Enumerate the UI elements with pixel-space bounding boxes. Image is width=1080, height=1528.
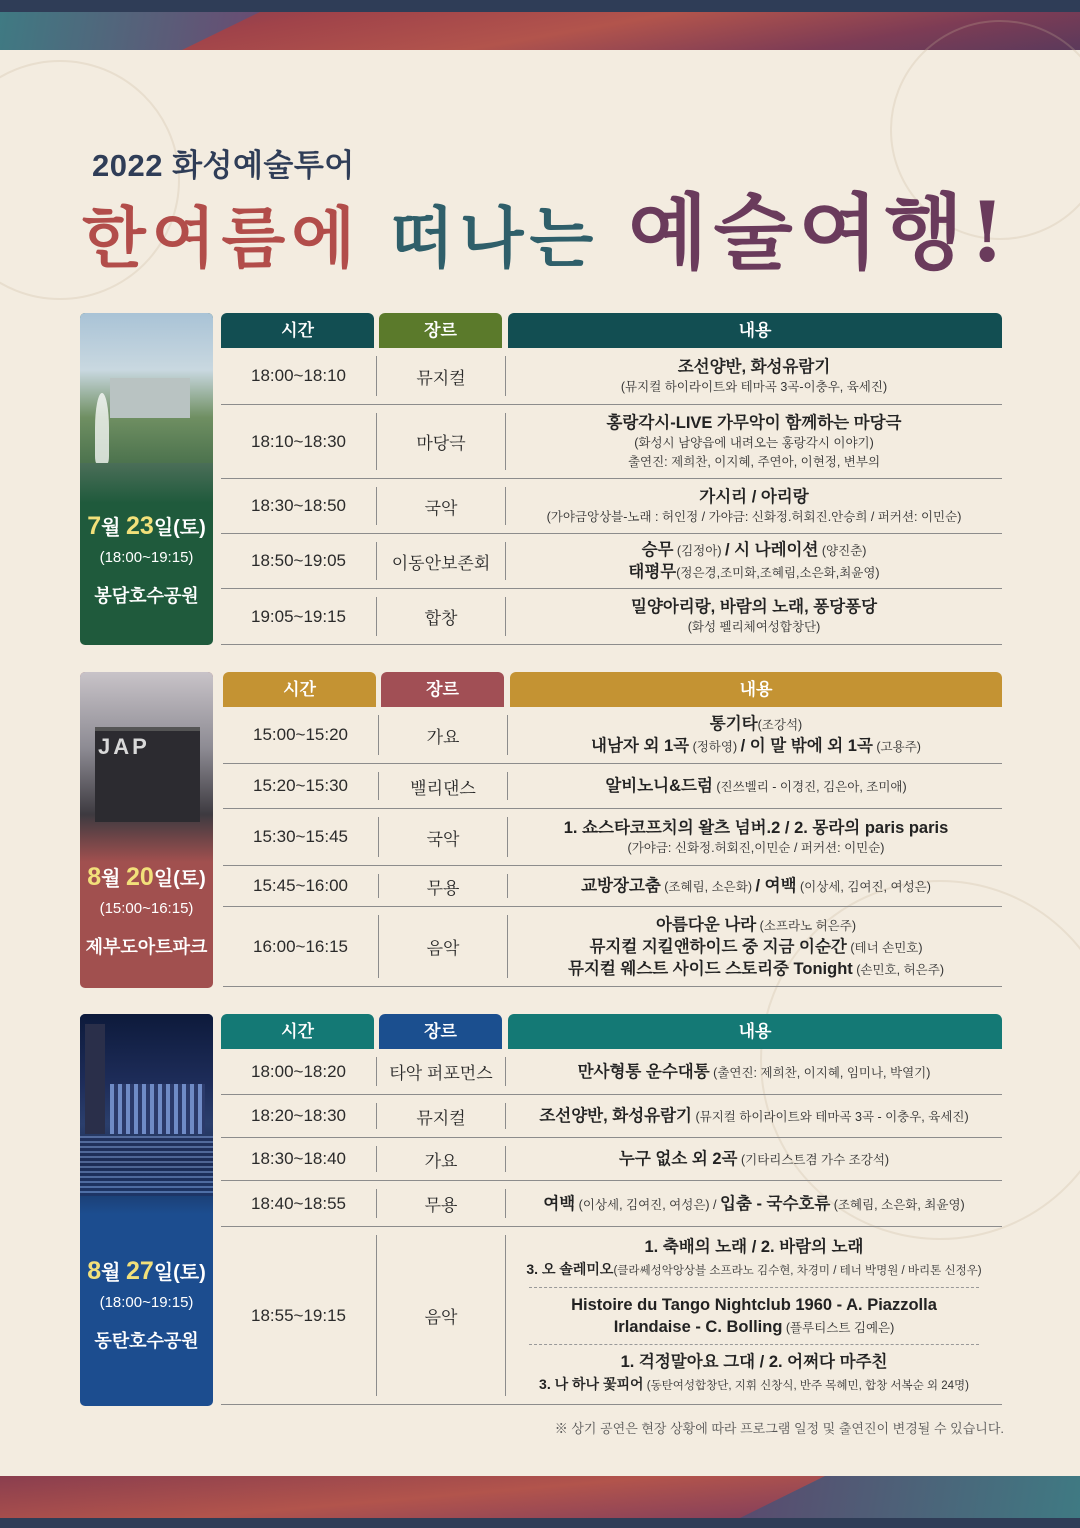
- divider: [529, 1287, 979, 1288]
- date-info: [80, 862, 213, 959]
- table-row: 18:30~18:50 국악 가시리 / 아리랑 (가야금앙상블-노래 : 허인정 / 가야금: 신화정.허회진.안승희 / 퍼커션: 이민순): [221, 479, 1002, 534]
- table-row: 18:20~18:30 뮤지컬 조선양반, 화성유람기 (뮤지컬 하이라이트와 테마곡 3곡 - 이충우, 육세진): [221, 1095, 1002, 1138]
- top-decorative-band: [0, 0, 1080, 50]
- table-row: 18:30~18:40 가요 누구 없소 외 2곡 (기타리스트겸 가수 조강석): [221, 1138, 1002, 1181]
- header-content: 내용: [508, 313, 1002, 348]
- date-info: [80, 511, 213, 608]
- table-row: 15:00~15:20 가요 통기타(조강석) 내남자 외 1곡 (정하영) / 이 말 밖에 외 1곡 (고용주): [223, 707, 1002, 764]
- venue-photo: JAP: [80, 672, 213, 862]
- table-row: 15:20~15:30 밸리댄스 알비노니&드럼 (진쓰벨리 - 이경진, 김은아, 조미애): [223, 764, 1002, 809]
- table-row: 15:45~16:00 무용 교방장고춤 (조혜림, 소은화) / 여백 (이상세, 김여진, 여성은): [223, 866, 1002, 907]
- venue-name: 봉담호수공원: [94, 586, 199, 606]
- divider: [529, 1344, 979, 1345]
- schedule-section-3: [80, 1014, 1002, 1406]
- table-row: 18:10~18:30 마당극 홍랑각시-LIVE 가무악이 함께하는 마당극 (화성시 남양읍에 내려오는 홍랑각시 이야기) 출연진: 제희찬, 이지혜, 주연아, 이현정, 변부의: [221, 405, 1002, 479]
- schedule-section-1: [80, 313, 1002, 645]
- venue-name: 동탄호수공원: [94, 1331, 199, 1351]
- event-time-range: (18:00~19:15): [99, 1294, 194, 1311]
- schedule-table: [223, 672, 1002, 987]
- header-time: 시간: [221, 313, 374, 348]
- table-row: 18:50~19:05 이동안보존회 승무 (김정아) / 시 나레이션 (양진춘) 태평무(정은경,조미화,조혜림,소은화,최윤영): [221, 534, 1002, 589]
- schedule-table: [221, 313, 1002, 645]
- footnote: ※ 상기 공연은 현장 상황에 따라 프로그램 일정 및 출연진이 변경될 수 있습니다.: [554, 1421, 1004, 1436]
- table-row: 18:00~18:10 뮤지컬 조선양반, 화성유람기 (뮤지컬 하이라이트와 테마곡 3곡-이충우, 육세진): [221, 348, 1002, 405]
- event-date: 8월 20일(토): [87, 863, 206, 891]
- table-header: [221, 313, 1002, 348]
- venue-panel: [80, 313, 213, 645]
- header-time: 시간: [221, 1014, 374, 1049]
- header-content: 내용: [508, 1014, 1002, 1049]
- header-genre: 장르: [379, 1014, 502, 1049]
- header-genre: 장르: [381, 672, 504, 707]
- header-time: 시간: [223, 672, 376, 707]
- event-date: 8월 27일(토): [87, 1257, 206, 1285]
- table-row: 19:05~19:15 합창 밀양아리랑, 바람의 노래, 퐁당퐁당 (화성 펠리체여성합창단): [221, 589, 1002, 645]
- schedule-section-2: [80, 672, 1002, 988]
- main-title-part1: 한여름에: [82, 199, 391, 277]
- schedule-table: [221, 1014, 1002, 1405]
- event-date: 7월 23일(토): [87, 512, 206, 540]
- event-subtitle: 2022 화성예술투어: [92, 148, 355, 183]
- table-row: 18:00~18:20 타악 퍼포먼스 만사형통 운수대통 (출연진: 제희찬, 이지혜, 임미나, 박열기): [221, 1049, 1002, 1095]
- table-row: 15:30~15:45 국악 1. 쇼스타코프치의 왈츠 넘버.2 / 2. 몽라의 paris paris (가야금: 신화정.허회진,이민순 / 퍼커션: 이민순): [223, 809, 1002, 866]
- table-header: [223, 672, 1002, 707]
- event-time-range: (15:00~16:15): [99, 900, 194, 917]
- main-title: [82, 168, 1012, 281]
- table-row: 18:40~18:55 무용 여백 (이상세, 김여진, 여성은) / 입춤 - 국수호류 (조혜림, 소은화, 최윤영): [221, 1181, 1002, 1227]
- main-title-part3: 예술여행!: [628, 185, 1012, 281]
- venue-name: 제부도아트파크: [85, 937, 208, 957]
- header-genre: 장르: [379, 313, 502, 348]
- event-time-range: (18:00~19:15): [99, 549, 194, 566]
- table-row: 18:55~19:15 음악 1. 축배의 노래 / 2. 바람의 노래 3. 오 솔레미오(클라쎄성악앙상블 소프라노 김수현, 차경미 / 테너 박명원 / 바리톤 신정우) Histoire du Tango Nightclub 1960 - A. Piazzolla Irlandaise - C. Bolling (플루티스트 김예은) 1. 걱정말아요 그대 / 2. 어쩌다 마주친 3. 나 하나 꽃피어 (동탄여성합창단, 지휘 신창식, 반주 목혜민, 합창 서복순 외 24명): [221, 1227, 1002, 1405]
- table-row: 16:00~16:15 음악 아름다운 나라 (소프라노 허은주) 뮤지컬 지킬앤하이드 중 지금 이순간 (테너 손민호) 뮤지컬 웨스트 사이드 스토리중 Tonight (손민호, 허은주): [223, 907, 1002, 987]
- header-content: 내용: [510, 672, 1002, 707]
- venue-panel: [80, 1014, 213, 1406]
- date-info: [80, 1256, 213, 1353]
- venue-photo: [80, 1014, 213, 1214]
- bottom-decorative-band: [0, 1476, 1080, 1528]
- venue-photo: [80, 313, 213, 503]
- table-header: [221, 1014, 1002, 1049]
- venue-panel: [80, 672, 213, 988]
- main-title-part2: 떠나는: [390, 199, 629, 277]
